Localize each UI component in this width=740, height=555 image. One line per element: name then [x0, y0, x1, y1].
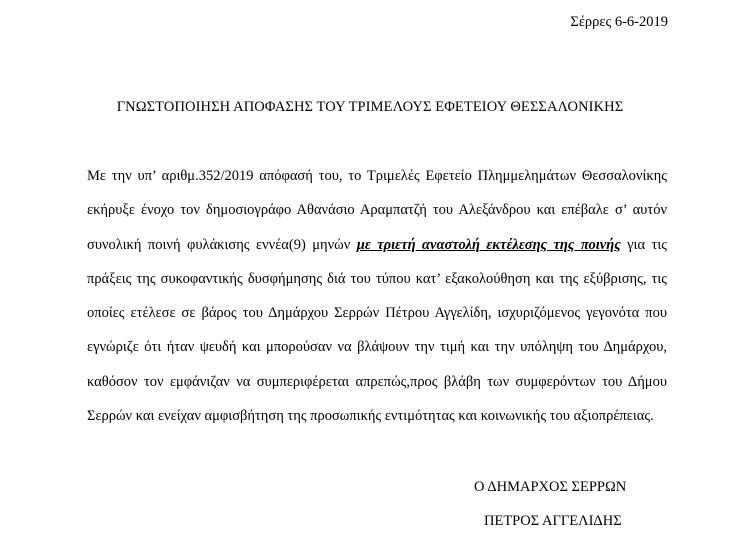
body-text-part-1: Με την υπ’ αριθμ.352/2019 απόφασή του, το Τριμελές Εφετείο Πλημμελημάτων Θεσσαλονίκης εκήρυξε ένοχο τον δημοσιογράφο Αθανάσιο Αραμπατζή του Αλεξάνδρου και επέβαλε σ’ αυτόν συνολική ποινή φυλάκισης εννέα(9) μηνών: [87, 168, 667, 253]
body-text-part-2: για τις πράξεις της συκοφαντικής δυσφήμησης διά του τύπου κατ’ εξακολούθηση και της εξύβρισης, τις οποίες ετέλεσε σε βάρος του Δημάρχου Σερρών Πέτρου Αγγελίδη, ισχυριζόμενος γεγονότα που εγνώριζε ότι ήταν ψευδή και μπορούσαν να βλάψουν την τιμή και την υπόληψη του Δημάρχου, καθόσον τον εμφάνιζαν να συμπεριφέρεται απρεπώς,προς βλάβη των συμφερόντων του Δήμου Σερρών και ενείχαν αμφισβήτηση της προσωπικής εντιμότητας και κοινωνικής του αξιοπρέπειας.: [87, 236, 667, 425]
date-line: Σέρρες 6-6-2019: [570, 14, 668, 30]
signature-title: Ο ΔΗΜΑΡΧΟΣ ΣΕΡΡΩΝ: [474, 479, 627, 495]
body-paragraph: [87, 159, 667, 433]
signature-name: ΠΕΤΡΟΣ ΑΓΓΕΛΙΔΗΣ: [484, 513, 622, 529]
document-heading: ΓΝΩΣΤΟΠΟΙΗΣΗ ΑΠΟΦΑΣΗΣ ΤΟΥ ΤΡΙΜΕΛΟΥΣ ΕΦΕΤΕΙΟΥ ΘΕΣΣΑΛΟΝΙΚΗΣ: [116, 99, 624, 115]
body-emphasis: με τριετή αναστολή εκτέλεσης της ποινής: [356, 236, 621, 253]
